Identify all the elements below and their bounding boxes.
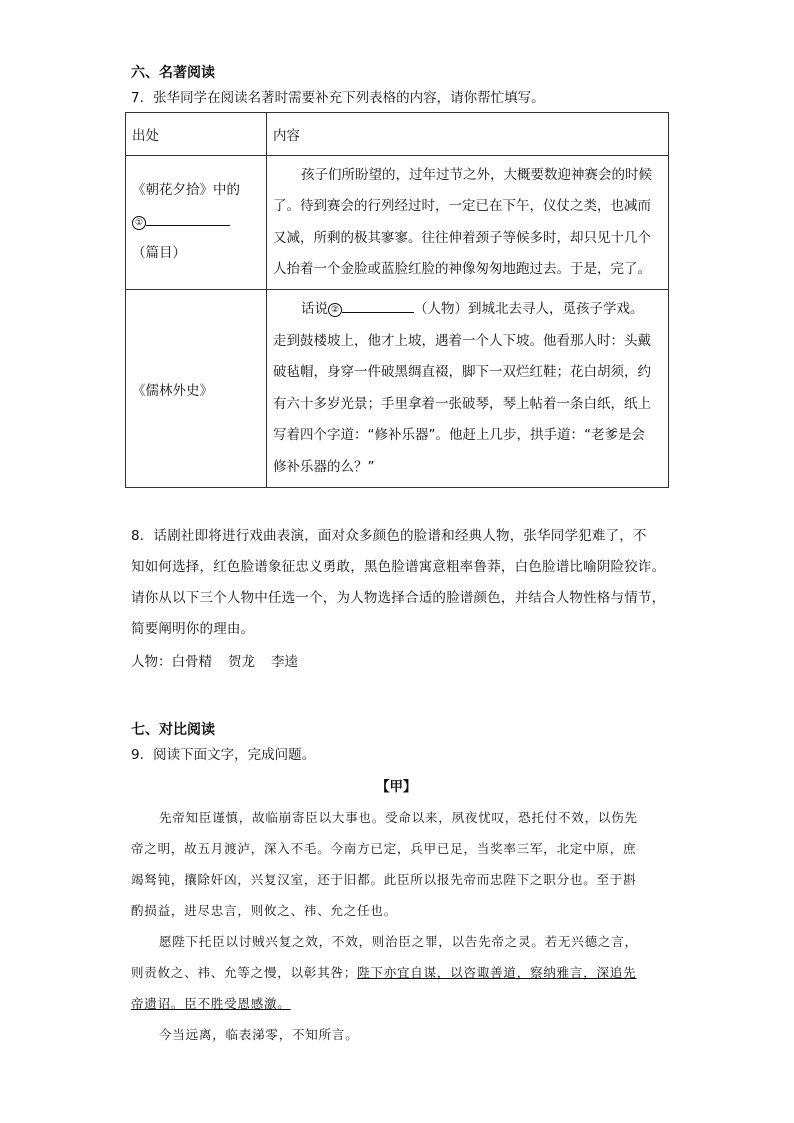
question-8-prompt: 8．话剧社即将进行戏曲表演，面对众多颜色的脸谱和经典人物，张华同学犯难了，不 知如何选择，红色脸谱象征忠义勇敢，黑色脸谱寓意粗率鲁莽，白色脸谱比喻阴险狡诈。 请你从以下三个人物中任选一个，为人物选择合适的脸谱颜色，并结合人物性格与情节， 简要阐明你的理由。 bbox=[131, 528, 666, 637]
table-row-2-source: 《儒林外史》 bbox=[126, 290, 267, 488]
character-list: 人物：白骨精 贺龙 李逵 bbox=[131, 654, 298, 670]
passage-title: 【甲】 bbox=[376, 779, 417, 795]
passage-jia: 先帝知臣谨慎，故临崩寄臣以大事也。受命以来，夙夜忧叹，恐托付不效，以伤先 帝之明，故五月渡泸，深入不毛。今南方已定，兵甲已足，当奖率三军，北定中原，庶 竭驽钝，攘除奸凶，兴复汉室，还于旧都。此臣所以报先帝而忠陛下之职分也。至于斟 酌损益，进尽忠言，则攸之、祎、允之任也。 愿陛下托臣以讨贼兴复之效，不效，则治臣之罪，以告先帝之灵。若无兴德之言， 则责攸之、祎、允等之慢，以彰其咎；陛下亦宜自谋，以咨诹善道，察纳雅言，深追先 帝遗诏。臣不胜受恩感激。 今当远离，临表涕零，不知所言。 bbox=[131, 810, 638, 1042]
table-header-content: 内容 bbox=[267, 113, 669, 156]
section-title-famous-works: 六、名著阅读 bbox=[131, 65, 215, 81]
question-9-prompt: 9．阅读下面文字，完成问题。 bbox=[131, 747, 316, 763]
source-note: （篇目） bbox=[132, 245, 186, 262]
question-7-prompt: 7．张华同学在阅读名著时需要补充下列表格的内容，请你帮忙填写。 bbox=[131, 90, 545, 106]
table-row-1-source bbox=[126, 156, 267, 290]
character-option: 贺龙 bbox=[228, 654, 255, 670]
table-header-source: 出处 bbox=[126, 113, 267, 156]
answer-blank-2[interactable] bbox=[342, 298, 414, 313]
answer-blank-1[interactable]: ① bbox=[132, 207, 260, 239]
reading-table bbox=[125, 112, 669, 488]
section-title-comparative-reading: 七、对比阅读 bbox=[131, 722, 215, 738]
answer-blank-2-marker: ② bbox=[328, 303, 342, 317]
table-row-2-content: 话说 ② （人物）到城北去寻人，觅孩子学戏。 走到鼓楼坡上，他才上坡，遇着一个人下坡。他看那人时：头戴 破毡帽，身穿一件破黑绸直裰，脚下一双烂红鞋；花白胡须，约 有六十多岁光景；手里拿着一张破琴，琴上帖着一条白纸，纸上 写着四个字道：“修补乐器”。他赶上几步，拱手道：“老爹是会 修补乐器的么？” bbox=[267, 290, 669, 488]
underlined-sentence: 帝遗诏。臣不胜受恩感激。 bbox=[131, 996, 291, 1011]
source-book-title: 《朝花夕拾》中的 bbox=[132, 182, 240, 199]
character-option: 李逵 bbox=[271, 654, 298, 670]
underlined-sentence: 陛下亦宜自谋，以咨诹善道，察纳雅言，深追先 bbox=[357, 965, 637, 980]
character-option: 白骨精 bbox=[171, 654, 212, 670]
table-row-1-content: 孩子们所盼望的，过年过节之外，大概要数迎神赛会的时候 了。待到赛会的行列经过时，一定已在下午，仪仗之类，也减而 又减，所剩的极其寥寥。往往伸着颈子等候多时，却只见十几个 人抬着一个金脸或蓝脸红脸的神像匆匆地跑过去。于是，完了。 bbox=[267, 156, 669, 290]
